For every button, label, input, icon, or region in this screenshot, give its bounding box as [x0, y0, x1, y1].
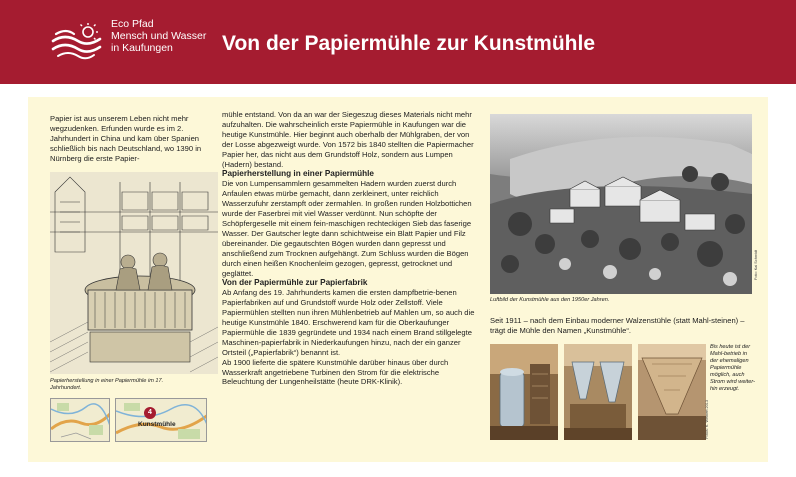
brand-line-1: Eco Pfad [111, 18, 154, 30]
paragraph-papermaking: Die von Lumpensammlern gesammelten Hadern wurden zuerst durch Anfaulen etwas mürbe gemacht, dann zerkleinert, unter reichlich Wasserzufuhr zerstampft oder zermahlen. In großen runden Holzbottichen wurde der Faserbrei mit viel Wasser verdünnt. Nun schöpfte der Schöpfergeselle mit einem fein-maschigen rechteckigen Sieb das faserige Wasser. Der Gautscher legte dann schichtweise ein Blatt Papier und Filz übereinander. Die gegautschten Bögen wurden dann gepresst und anschließend zum Trocknen aufgehängt. Zum Schluss wurden die Bögen durch einen heißen Knochenleim gezogen, gepresst, getrocknet und geglättet. [222, 179, 472, 278]
interior-photo-1 [490, 344, 558, 440]
interior-photo-2 [564, 344, 632, 440]
photo-credit: Fotos: K. Weinert 2013 [705, 400, 709, 439]
column-1-intro [50, 114, 222, 164]
paragraph-electricity: Ab 1900 lieferte die spätere Kunstmühle darüber hinaus über durch Wasserkraft angetriebene Turbinen den Strom für die elektrische Beleuchtung der Lungenheilstätte (heute DRK-Klinik). [222, 357, 449, 387]
page-title: Von der Papiermühle zur Kunstmühle [222, 32, 595, 55]
aerial-caption: Luftbild der Kunstmühle aus den 1950er Jahren. [490, 297, 610, 303]
column-2-text [222, 110, 476, 387]
paragraph-paper-factory: Ab Anfang des 19. Jahrhunderts kamen die ersten dampfbetrie-benen Papierfabriken auf und Grundstoff wurde Holz oder Zellstoff. Viele Papiermühlen stellten nun ihren Mühlenbetrieb auf Mahlen um, so auch die heutige Kunstmühle 1840. Erschwerend kam für die Oberkaufunger Papiermühle die 1839 gegründete und 1934 nach einem Brand stillgelegte Maschinen-papierfabrik in Niederkaufungen hinzu, nach der ein ganzer Ortsteil („Papierfabrik“) benannt ist. [222, 288, 475, 357]
engraving-caption: Papierherstellung in einer Papiermühle im 17. Jahrhundert. [50, 378, 164, 391]
map-icon [51, 399, 110, 442]
aerial-photo [490, 114, 752, 294]
funnel-icon [638, 344, 706, 440]
intro-continued: mühle entstand. Von da an war der Siegeszug dieses Materials nicht mehr aufzuhalten. Die wahrscheinlich erste Papiermühle in Kaufungen war die heutige Kunstmühle. Hier beginnt auch oberhalb der Mühlgraben, der von der Losse abgezweigt wurde. Von 1572 bis 1840 stellten die Papiermacher Papier her, das nicht aus dem Grundstoff Holz, sondern aus Lumpen (Hadern) bestand. [222, 110, 474, 169]
kunstmuehle-text: Seit 1911 – nach dem Einbau moderner Walzenstühle (statt Mahl-steinen) – trägt die Mühle den Namen „Kunstmühle“. [490, 316, 745, 335]
papermaking-engraving-icon [50, 172, 218, 374]
heading-paper-factory: Von der Papiermühle zur Papierfabrik [222, 278, 368, 288]
header-banner [0, 0, 796, 84]
brand-text [111, 18, 206, 54]
hopper-icon [564, 344, 632, 440]
interior-photo-3 [638, 344, 706, 440]
brand-line-2: Mensch und Wasser [111, 30, 207, 42]
map-label: Kunstmühle [138, 421, 176, 428]
engraving-image [50, 172, 218, 374]
intro-paragraph: Papier ist aus unserem Leben nicht mehr wegzudenken. Erfunden wurde es im 2. Jahrhundert in China und kam über Spanien schließlich bis nach Deutschland, wo 1390 in Nürnberg die erste Papier- [50, 114, 202, 163]
photo-caption: Bis heute ist der Mahl-betrieb in der ehemaligen Papiermühle möglich, auch Strom wird weiter-hin erzeugt. [710, 344, 755, 392]
map-thumbnail-1 [50, 398, 110, 442]
map-thumbnail-2 [115, 398, 207, 442]
aerial-photo-icon [490, 114, 752, 294]
mill-interior-icon [490, 344, 558, 440]
heading-papermaking: Papierherstellung in einer Papiermühle [222, 169, 374, 179]
map-marker: 4 [144, 407, 156, 419]
eco-pfad-logo-icon [48, 22, 104, 66]
brand-line-3: in Kaufungen [111, 42, 173, 54]
aerial-credit: Foto: Kai Schmidt [754, 250, 758, 280]
